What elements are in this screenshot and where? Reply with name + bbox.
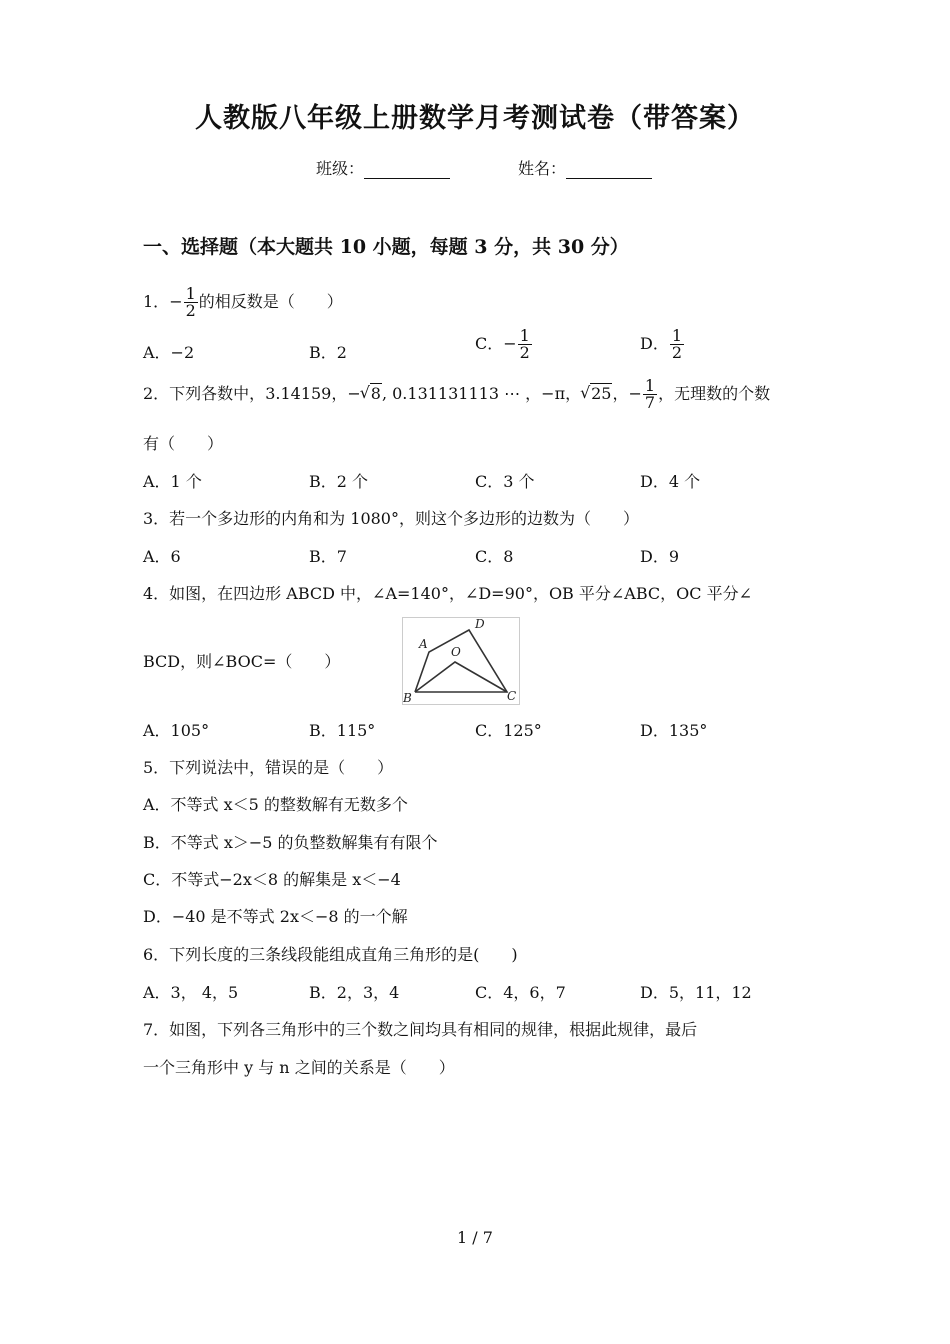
q1-option-d-num: 1: [671, 326, 683, 345]
q5-option-d: D．−40 是不等式 2x＜−8 的一个解: [143, 907, 408, 926]
q1-option-d-den: 2: [671, 343, 683, 362]
section-heading: 一、选择题（本大题共 10 小题，每题 3 分，共 30 分）: [143, 236, 629, 258]
page-title: 人教版八年级上册数学月考测试卷（带答案）: [195, 103, 755, 134]
q2-sqrt-25: [581, 384, 612, 403]
class-label: 班级：: [316, 159, 365, 178]
q3-option-c: C．8: [475, 547, 514, 566]
question-6: 6．下列长度的三条线段能组成直角三角形的是( ): [143, 945, 518, 964]
quadrilateral-outline: [415, 630, 507, 692]
name-blank: [566, 162, 652, 179]
question-4: 4．如图，在四边形 ABCD 中，∠A=140°，∠D=90°，OB 平分∠ABC，OC 平分∠: [143, 584, 753, 603]
figure-label-b: B: [403, 691, 412, 704]
q2-option-a: A．1 个: [143, 472, 202, 491]
q2-line-2: 有（ ）: [143, 434, 224, 453]
q1-option-d: [640, 328, 685, 361]
figure-label-a: A: [419, 637, 428, 651]
q1-fraction: [184, 286, 198, 319]
q2-sqrt-8-radicand: 8: [370, 384, 381, 403]
q4-option-c: C．125°: [475, 721, 542, 740]
quadrilateral-figure: [402, 617, 520, 705]
q5-option-a: A．不等式 x＜5 的整数解有无数多个: [143, 795, 408, 814]
q1-frac-den: 2: [185, 301, 196, 320]
q2-sqrt-25-radicand: 25: [591, 384, 612, 403]
q7-line-2: 一个三角形中 y 与 n 之间的关系是（ ）: [143, 1058, 455, 1077]
class-blank: [364, 162, 450, 179]
q2-option-d: D．4 个: [640, 472, 701, 491]
q2-prefix: 2．下列各数中，: [143, 384, 266, 403]
q1-option-c-neg: −: [503, 334, 517, 353]
question-1: [143, 286, 343, 319]
name-field: [518, 156, 652, 179]
question-7: 7．如图，下列各三角形中的三个数之间均具有相同的规律，根据此规律，最后: [143, 1020, 698, 1039]
q2-number-5-neg: −: [628, 384, 642, 403]
q1-option-b: B．2: [309, 343, 347, 362]
figure-label-o: O: [451, 645, 461, 659]
q6-option-d: D．5，11，12: [640, 983, 752, 1002]
class-field: [316, 156, 450, 179]
q2-separator: ，: [612, 384, 629, 403]
q2-option-b: B．2 个: [309, 472, 369, 491]
q3-option-d: D．9: [640, 547, 680, 566]
figure-label-c: C: [507, 689, 517, 703]
q4-option-a: A．105°: [143, 721, 210, 740]
q1-option-c-frac: [518, 328, 532, 361]
q1-text: 的相反数是（ ）: [198, 292, 343, 311]
q2-suffix: ，无理数的个数: [658, 384, 771, 403]
q5-option-c: C．不等式−2x＜8 的解集是 x＜−4: [143, 870, 401, 889]
q3-option-a: A．6: [143, 547, 181, 566]
q4-option-b: B．115°: [309, 721, 376, 740]
quadrilateral-diagram: [403, 618, 519, 704]
q3-option-b: B．7: [309, 547, 347, 566]
q2-frac-num: 1: [644, 376, 656, 395]
q1-option-d-label: D．: [640, 334, 669, 353]
q2-option-c: C．3 个: [475, 472, 535, 491]
q1-option-d-frac: [670, 328, 684, 361]
q1-option-c-num: 1: [519, 326, 530, 345]
q6-option-c: C．4，6，7: [475, 983, 566, 1002]
q1-option-c-label: C．: [475, 334, 504, 353]
q2-number-2-neg: −: [347, 384, 361, 403]
angle-bisectors: [415, 662, 507, 692]
q1-option-c-den: 2: [519, 343, 530, 362]
figure-label-d: D: [475, 618, 485, 631]
q4-line-2: BCD，则∠BOC=（ ）: [143, 652, 341, 671]
q1-option-c: [475, 328, 533, 361]
question-5: 5．下列说法中，错误的是（ ）: [143, 758, 394, 777]
q2-number-1: 3.14159，: [265, 384, 348, 403]
q6-option-a: A．3， 4，5: [143, 983, 239, 1002]
q5-option-b: B．不等式 x＞−5 的负整数解集有有限个: [143, 833, 438, 852]
q2-sqrt-8: [361, 384, 382, 403]
q2-frac-den: 7: [644, 393, 656, 412]
q2-number-3: , 0.131131113 ⋯ ，−π，: [381, 384, 582, 403]
q1-frac-num: 1: [185, 284, 196, 303]
q1-neg: −: [169, 292, 183, 311]
question-2: [143, 378, 770, 411]
q4-option-d: D．135°: [640, 721, 708, 740]
q1-number: 1．: [143, 292, 170, 311]
page-number: 1 / 7: [457, 1228, 493, 1247]
name-label: 姓名：: [518, 159, 567, 178]
q6-option-b: B．2，3，4: [309, 983, 400, 1002]
question-3: 3．若一个多边形的内角和为 1080°，则这个多边形的边数为（ ）: [143, 509, 639, 528]
q2-fraction: [643, 378, 657, 411]
q1-option-a: A．−2: [143, 343, 195, 362]
